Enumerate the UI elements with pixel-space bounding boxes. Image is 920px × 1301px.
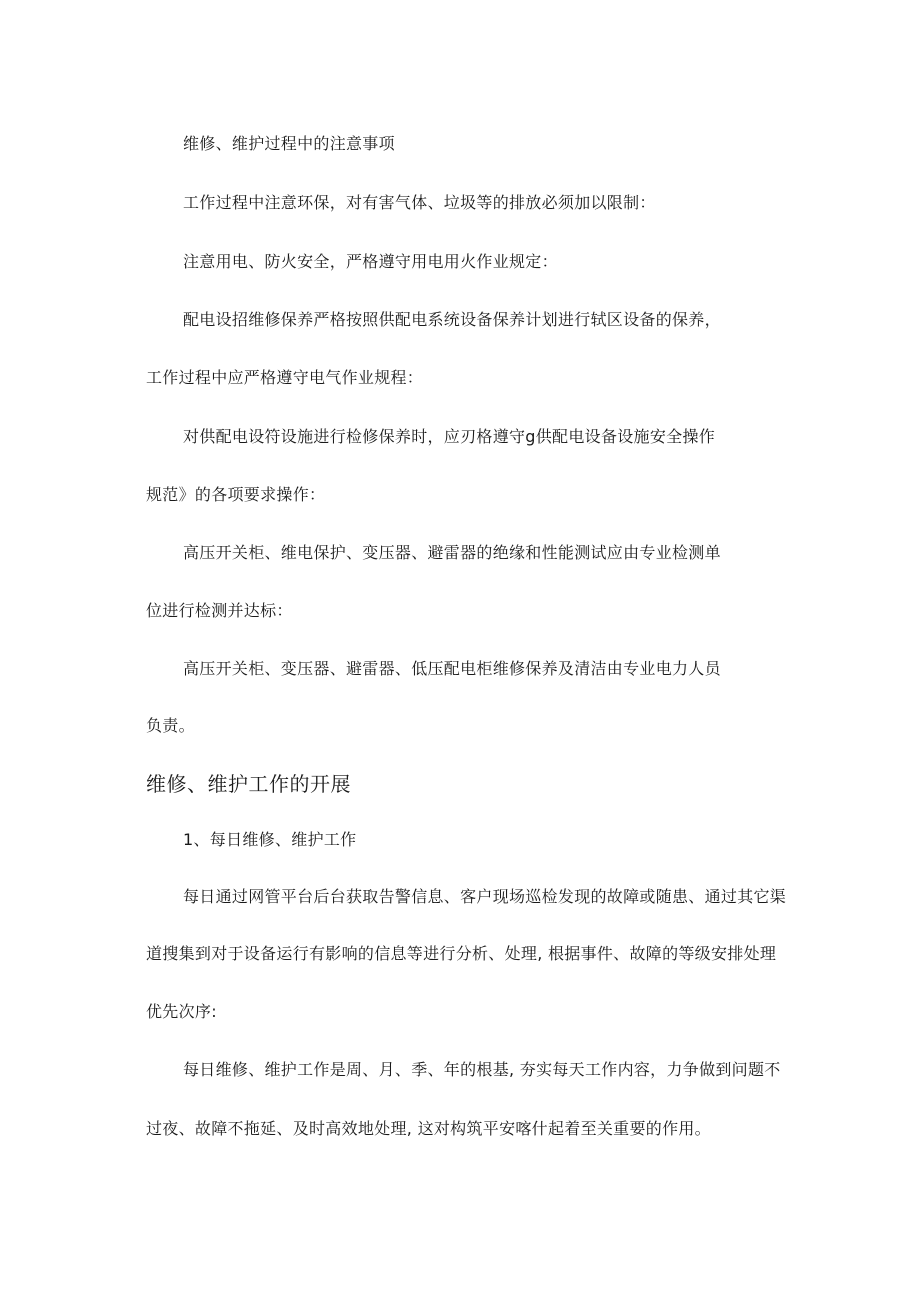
paragraph-safety-spec-line1: 对供配电设符设施进行检修保养时，应刃格遵守g供配电设备设施安全操作: [183, 427, 716, 446]
paragraph-daily-importance-line2: 过夜、故障不拖延、及时高效地处理, 这对构筑平安喀什起着至关重要的作用。: [146, 1119, 711, 1138]
section2-heading: 维修、维护工作的开展: [146, 772, 351, 796]
paragraph-safety-spec-line2: 规范》的各项要求操作：: [146, 485, 326, 504]
paragraph-daily-importance-line1: 每日维修、维护工作是周、月、季、年的根基, 夯实每天工作内容，力争做到问题不: [183, 1060, 781, 1079]
paragraph-testing-line2: 位进行检测并达标：: [146, 601, 293, 620]
paragraph-cleaning-line1: 高压开关柜、变压器、避雷器、低压配电柜维修保养及清洁由专业电力人员: [183, 659, 721, 678]
paragraph-daily-analysis-line2: 道搜集到对于设备运行有影响的信息等进行分析、处理, 根据事件、故障的等级安排处理: [146, 944, 777, 963]
paragraph-fire-safety: 注意用电、防火安全，严格遵守用电用火作业规定：: [183, 252, 558, 271]
paragraph-cleaning-line2: 负责。: [146, 716, 195, 735]
paragraph-maintenance-plan-line1: 配电设招维修保养严格按照供配电系统设备保养计划进行轼区设备的保养，: [183, 310, 721, 329]
paragraph-daily-analysis-line3: 优先次序:: [146, 1002, 217, 1021]
paragraph-maintenance-plan-line2: 工作过程中应严格遵守电气作业规程：: [146, 368, 424, 387]
paragraph-daily-analysis-line1: 每日通过网管平台后台获取告警信息、客户现场巡检发现的故障或随患、通过其它渠: [183, 887, 787, 906]
paragraph-environment: 工作过程中注意环保，对有害气体、垃圾等的排放必须加以限制：: [183, 193, 656, 212]
subheading-daily-maintenance: 1、每日维修、维护工作: [183, 830, 357, 849]
paragraph-testing-line1: 高压开关柜、维电保护、变压器、避雷器的绝缘和性能测试应由专业检测单: [183, 543, 721, 562]
section1-title: 维修、维护过程中的注意事项: [183, 134, 395, 153]
